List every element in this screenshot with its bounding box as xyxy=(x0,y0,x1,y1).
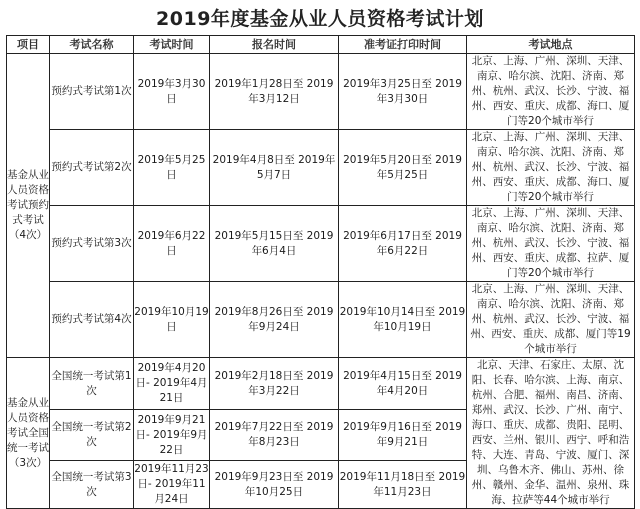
exam-time-cell: 2019年11月23日- 2019年11月24日 xyxy=(134,461,210,509)
exam-time-cell: 2019年10月19日 xyxy=(134,282,210,358)
exam-time-cell: 2019年4月20日- 2019年4月21日 xyxy=(134,358,210,410)
exam-name-cell: 全国统一考试第3次 xyxy=(50,461,134,509)
location-cell: 北京、上海、广州、深圳、天津、南京、哈尔滨、沈阳、济南、郑州、杭州、武汉、长沙、宁波、福州、西安、重庆、成都、海口、厦门等20个城市举行 xyxy=(467,130,635,206)
header-exam-time: 考试时间 xyxy=(134,36,210,54)
table-row xyxy=(7,54,635,130)
registration-cell: 2019年4月8日至 2019年5月7日 xyxy=(210,130,339,206)
table-header-row xyxy=(7,36,635,54)
header-admission-print-time: 准考证打印时间 xyxy=(339,36,467,54)
exam-name-cell: 全国统一考试第2次 xyxy=(50,410,134,461)
location-cell: 北京、上海、广州、深圳、天津、南京、哈尔滨、沈阳、济南、郑州、杭州、武汉、长沙、宁波、福州、西安、重庆、成都、海口、厦门等20个城市举行 xyxy=(467,54,635,130)
header-exam-name: 考试名称 xyxy=(50,36,134,54)
header-exam-location: 考试地点 xyxy=(467,36,635,54)
admission-print-cell: 2019年4月15日至 2019年4月20日 xyxy=(339,358,467,410)
registration-cell: 2019年7月22日至 2019年8月23日 xyxy=(210,410,339,461)
exam-name-cell: 预约式考试第2次 xyxy=(50,130,134,206)
exam-name-cell: 预约式考试第4次 xyxy=(50,282,134,358)
table-row xyxy=(7,206,635,282)
registration-cell: 2019年9月23日至 2019年10月25日 xyxy=(210,461,339,509)
category-cell: 基金从业人员资格考试全国统一考试（3次） xyxy=(7,358,50,509)
admission-print-cell: 2019年6月17日至 2019年6月22日 xyxy=(339,206,467,282)
table-row xyxy=(7,282,635,358)
table-row xyxy=(7,130,635,206)
exam-time-cell: 2019年6月22日 xyxy=(134,206,210,282)
registration-cell: 2019年1月28日至 2019年3月12日 xyxy=(210,54,339,130)
page-title: 2019年度基金从业人员资格考试计划 xyxy=(156,8,484,30)
registration-cell: 2019年2月18日至 2019年3月22日 xyxy=(210,358,339,410)
exam-plan-table xyxy=(6,35,635,509)
location-cell: 北京、上海、广州、深圳、天津、南京、哈尔滨、沈阳、济南、郑州、杭州、武汉、长沙、宁波、福州、西安、重庆、成都、拉萨、厦门等20个城市举行 xyxy=(467,206,635,282)
location-cell: 北京、天津、石家庄、太原、沈阳、长春、哈尔滨、上海、南京、杭州、合肥、福州、南昌、济南、郑州、武汉、长沙、广州、南宁、海口、重庆、成都、贵阳、昆明、西安、兰州、银川、西宁、呼和浩特、大连、青岛、宁波、厦门、深圳、乌鲁木齐、佛山、苏州、徐州、赣州、金华、温州、泉州、珠海、拉萨等44个城市举行 xyxy=(467,358,635,509)
exam-time-cell: 2019年5月25日 xyxy=(134,130,210,206)
registration-cell: 2019年5月15日至 2019年6月4日 xyxy=(210,206,339,282)
exam-time-cell: 2019年9月21日- 2019年9月22日 xyxy=(134,410,210,461)
admission-print-cell: 2019年3月25日至 2019年3月30日 xyxy=(339,54,467,130)
registration-cell: 2019年8月26日至 2019年9月24日 xyxy=(210,282,339,358)
table-row xyxy=(7,358,635,410)
admission-print-cell: 2019年5月20日至 2019年5月25日 xyxy=(339,130,467,206)
admission-print-cell: 2019年9月16日至 2019年9月21日 xyxy=(339,410,467,461)
admission-print-cell: 2019年11月18日至 2019年11月23日 xyxy=(339,461,467,509)
exam-name-cell: 全国统一考试第1次 xyxy=(50,358,134,410)
category-cell: 基金从业人员资格考试预约式考试（4次） xyxy=(7,54,50,358)
exam-time-cell: 2019年3月30日 xyxy=(134,54,210,130)
location-cell: 北京、上海、广州、深圳、天津、南京、哈尔滨、沈阳、济南、郑州、杭州、武汉、长沙、宁波、福州、西安、重庆、成都、厦门等19个城市举行 xyxy=(467,282,635,358)
exam-name-cell: 预约式考试第3次 xyxy=(50,206,134,282)
header-registration-time: 报名时间 xyxy=(210,36,339,54)
header-category: 项目 xyxy=(7,36,50,54)
exam-name-cell: 预约式考试第1次 xyxy=(50,54,134,130)
admission-print-cell: 2019年10月14日至 2019年10月19日 xyxy=(339,282,467,358)
